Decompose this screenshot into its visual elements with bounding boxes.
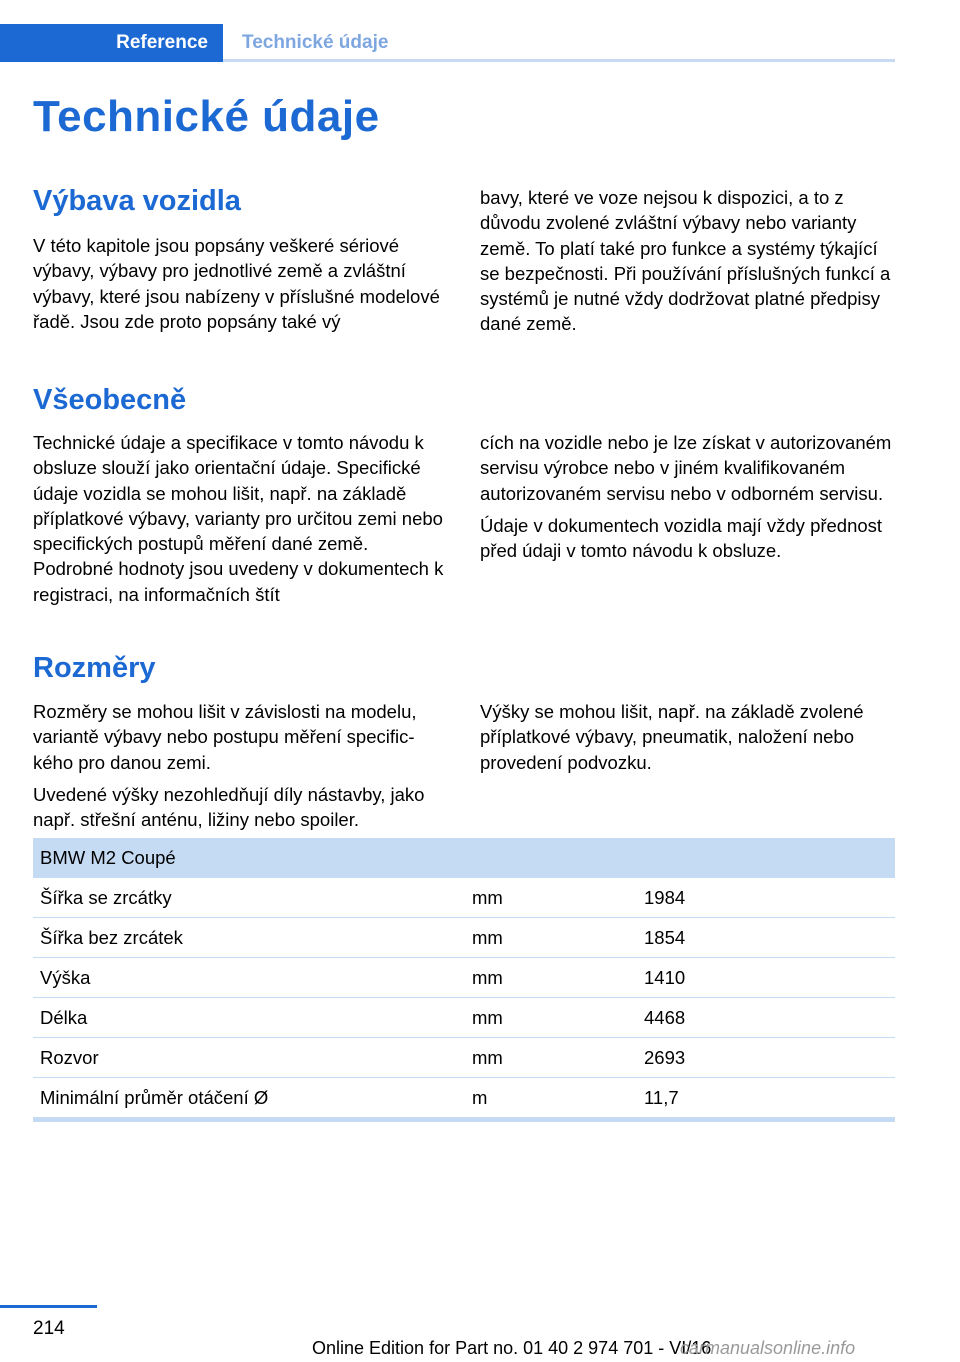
row-value: 4468 (637, 998, 895, 1038)
paragraph: Technické údaje a specifikace v tomto návodu k obsluze slouží jako orientační údaje. Specifické údaje vozidla se mohou lišit, např. na základě příplatkové výbavy, varianty pro určitou zemi nebo specifických postupů měření dané země. Podrobné hodnoty jsou uvedeny v dokumentech k registraci, na informačních štít (33, 432, 444, 605)
row-label: Šířka se zrcátky (33, 878, 465, 918)
row-unit: mm (465, 1038, 637, 1078)
page-number: 214 (33, 1318, 65, 1339)
row-value: 2693 (637, 1038, 895, 1078)
row-value: 1410 (637, 958, 895, 998)
table-row (33, 1078, 895, 1120)
table-header-row (33, 838, 895, 878)
page-title: Technické údaje (33, 92, 380, 141)
table-row (33, 958, 895, 998)
table-row (33, 918, 895, 958)
header-bar (0, 0, 960, 62)
row-label: Rozvor (33, 1038, 465, 1078)
paragraph: Uvedené výšky nezohledňují díly nástavby, jako např. střešní anténu, ližiny nebo spoiler. (33, 783, 425, 831)
row-value: 1984 (637, 878, 895, 918)
row-label: Výška (33, 958, 465, 998)
table-row (33, 998, 895, 1038)
footer-divider (0, 1305, 97, 1308)
vybava-left-column (33, 233, 445, 341)
row-unit: mm (465, 998, 637, 1038)
table-row (33, 878, 895, 918)
vybava-right-column (480, 185, 892, 344)
paragraph: Rozměry se mohou lišit v závislosti na modelu, variantě výbavy nebo postupu měření specifického pro danou zemi. (33, 701, 417, 773)
dimensions-table (33, 838, 895, 1122)
row-unit: mm (465, 958, 637, 998)
row-value: 1854 (637, 918, 895, 958)
row-value: 11,7 (637, 1078, 895, 1120)
paragraph: V této kapitole jsou popsány veškeré sériové výbavy, výbavy pro jednotlivé země a zvláštní výbavy, které jsou nabízeny v příslušné modelové řadě. Jsou zde proto popsány také vý (33, 235, 440, 332)
row-unit: mm (465, 918, 637, 958)
header-divider (223, 59, 895, 62)
row-unit: mm (465, 878, 637, 918)
row-label: Minimální průměr otáčení Ø (33, 1078, 465, 1120)
row-unit: m (465, 1078, 637, 1120)
row-label: Šířka bez zrcátek (33, 918, 465, 958)
tab-technicke-udaje[interactable]: Technické údaje (242, 32, 389, 53)
paragraph: bavy, které ve voze nejsou k dispozici, a to z důvodu zvolené zvláštní výbavy nebo varianty země. To platí také pro funkce a systémy týkající se bezpečnosti. Při používání příslušných funkcí a systémů je nutné vždy dodržovat platné předpisy dané země. (480, 187, 891, 335)
table-title: BMW M2 Coupé (33, 838, 895, 878)
edition-text: Online Edition for Part no. 01 40 2 974 701 - VI/16 (312, 1338, 712, 1358)
tab-reference[interactable]: Reference (0, 24, 223, 62)
paragraph: Výšky se mohou lišit, např. na základě zvolené příplatkové výbavy, pneumatik, naložení nebo provedení podvozku. (480, 701, 864, 773)
row-label: Délka (33, 998, 465, 1038)
table-row (33, 1038, 895, 1078)
section-heading-vseobecne: Všeobecně (33, 384, 187, 416)
section-heading-rozmery: Rozměry (33, 652, 156, 684)
paragraph: cích na vozidle nebo je lze získat v autorizovaném servisu výrobce nebo v jiném kvalifikovaném autorizovaném servisu nebo v odborném servisu. (480, 432, 892, 504)
section-heading-vybava: Výbava vozidla (33, 185, 241, 217)
rozmery-left-column (33, 699, 445, 839)
paragraph: Údaje v dokumentech vozidla mají vždy přednost před údaji v tomto návodu k obsluze. (480, 514, 883, 562)
vseobecne-right-column (480, 430, 892, 570)
watermark: carmanualsonline.info (680, 1338, 856, 1358)
vseobecne-left-column (33, 430, 445, 614)
rozmery-right-column (480, 699, 892, 782)
